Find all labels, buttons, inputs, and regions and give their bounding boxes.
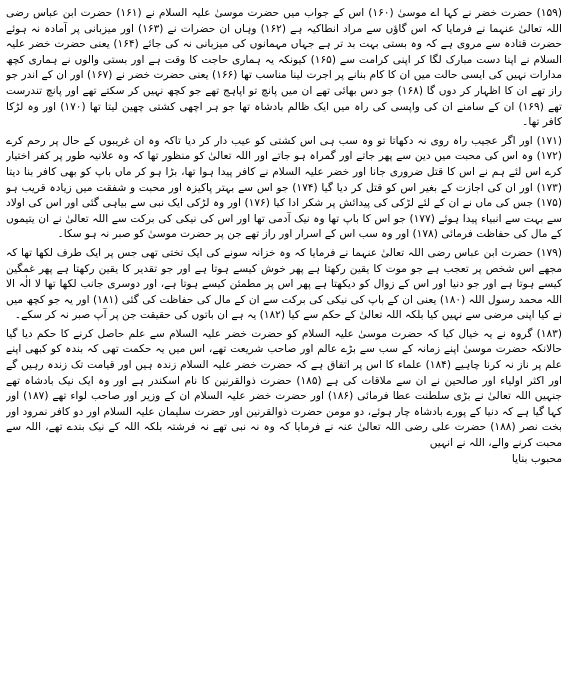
urdu-commentary-text xyxy=(6,6,562,675)
paragraph: (۱۷۹) حضرت ابن عباس رضی اللہ تعالیٰ عنہما نے فرمایا کہ وہ خزانہ سونے کی ایک تختی تھی جس پر ایک طرف لکھا تھا کہ مجھے اس شخص پر تعجب ہے جو موت کا یقین رکھتا ہے پھر خوش کیسے ہوتا ہے اور جو تقدیر کا یقین رکھتا ہے پھر غمگین کیسے ہوتا ہے اور جو دنیا اور اس کے زوال کو دیکھتا ہے پھر اس پر مطمئن کیسے ہوتا ہے، اور دوسری جانب لکھا تھا لا الٰہ الا اللہ محمد رسول اللہ (۱۸۰) یعنی ان کے باپ کی نیکی کی برکت سے ان کے مال کی حفاظت کی گئی (۱۸۱) اور یہ جو کچھ میں نے کیا اپنی مرضی سے نہیں کیا بلکہ اللہ تعالیٰ کے حکم سے کیا (۱۸۲) یہ ہے ان باتوں کی حقیقت جن پر آپ صبر نہ کر سکے۔ xyxy=(6,246,562,322)
paragraph: (۱۷۱) اور اگر عجیب راہ روی نہ دکھاتا تو وہ سب ہی اس کشتی کو عیب دار کر دیا تاکہ وہ ان غریبوں کے حال پر رحم کرے (۱۷۲) وہ اس کی محبت میں دین سے پھر جاتے اور گمراہ ہو جاتے اور اللہ تعالیٰ کو منظور تھا کہ وہ علانیہ طور پر کفر اختیار کرے اس لئے ہم نے اس کا قتل ضروری جانا اور خضر علیہ السلام نے کافر پیدا ہوا تھا، بڑا ہو کر ماں باپ کو بھی کافر بنا دیتا (۱۷۳) اور ان کی اجازت کے بغیر اس کو قتل کر دیا گیا (۱۷۴) جو اس سے بہتر پاکیزہ اور محبت و شفقت میں زیادہ قریب ہو (۱۷۵) جس کی ماں نے ان کے لئے لڑکی کی پیدائش پر شکر ادا کیا (۱۷۶) اور وہ لڑکی ایک نبی سے بیاہی گئی اور اس کی اولاد سے بہت سے انبیاء پیدا ہوئے (۱۷۷) جو اس کا باپ تھا وہ نیک آدمی تھا اور اس کی نیکی کی برکت سے اللہ تعالیٰ نے ان یتیموں کے مال کی حفاظت فرمائی (۱۷۸) اور وہ سب اس کے اسرار اور راز تھے جن پر حضرت موسیٰ کو صبر نہ ہو سکا۔ xyxy=(6,134,562,241)
closing-line: محبوب بنایا xyxy=(511,452,562,465)
paragraph: (۱۸۳) گروہ نے یہ خیال کیا کہ حضرت موسیٰ علیہ السلام کو حضرت خضر علیہ السلام سے علم حاصل کرنے کا حکم دیا گیا حالانکہ حضرت موسیٰ اپنے زمانہ کے سب سے بڑے عالم اور صاحب شریعت تھے، اس میں یہ حکمت تھی کہ بندہ کو کبھی اپنے علم پر ناز نہ کرنا چاہیے (۱۸۴) علماء کا اس پر اتفاق ہے کہ حضرت خضر علیہ السلام زندہ ہیں اور قیامت تک زندہ رہیں گے اور اکثر اولیاء اور صالحین نے ان سے ملاقات کی ہے (۱۸۵) حضرت ذوالقرنین کا نام اسکندر ہے اور وہ ایک نیک بادشاہ تھے جنہیں اللہ تعالیٰ نے بڑی سلطنت عطا فرمائی (۱۸۶) اور حضرت خضر علیہ السلام ان کے وزیر اور صاحب لواء تھے (۱۸۷) اور کہا گیا ہے کہ دنیا کے پورے بادشاہ چار ہوئے، دو مومن حضرت ذوالقرنین اور حضرت سلیمان علیہ السلام اور دو کافر نمرود اور بخت نصر (۱۸۸) حضرت علی رضی اللہ تعالیٰ عنہ نے فرمایا کہ وہ نہ نبی تھے نہ فرشتہ بلکہ اللہ کے نیک بندے تھے، اللہ سے محبت کرنے والے، اللہ نے انہیں xyxy=(6,327,562,450)
paragraph: (۱۵۹) حضرت خضر نے کہا اے موسیٰ (۱۶۰) اس کے جواب میں حضرت موسیٰ علیہ السلام نے (۱۶۱) حضرت ابن عباس رضی اللہ تعالیٰ عنہما نے فرمایا کہ اس گاؤں سے مراد انطاکیہ ہے (۱۶۲) وہاں ان حضرات نے (۱۶۳) اور میزبانی پر آمادہ نہ ہوئے حضرت قتادہ سے مروی ہے کہ وہ بستی بہت بد تر ہے جہاں مہمانوں کی میزبانی نہ کی جائے (۱۶۴) یعنی حضرت خضر علیہ السلام نے اپنا دست مبارک لگا کر اپنی کرامت سے (۱۶۵) کیونکہ یہ ہماری حاجت کا وقت ہے اور بستی والوں نے ہماری کچھ مدارات نہیں کی ایسی حالت میں ان کا کام بنانے پر اجرت لینا مناسب تھا (۱۶۶) یعنی حضرت خضر نے (۱۶۷) اور ان کے اندر جو راز تھے ان کا اظہار کر دوں گا (۱۶۸) جو دس بھائی تھے ان میں پانچ تو اپاہج تھے جو کچھ نہیں کر سکتے تھے اور پانچ تندرست تھے (۱۶۹) ان کے سامنے ان کی واپسی کی راہ میں ایک ظالم بادشاہ تھا جو ہر اچھی کشتی چھین لیتا تھا (۱۷۰) اور وہ لڑکا کافر تھا۔ xyxy=(6,7,562,129)
